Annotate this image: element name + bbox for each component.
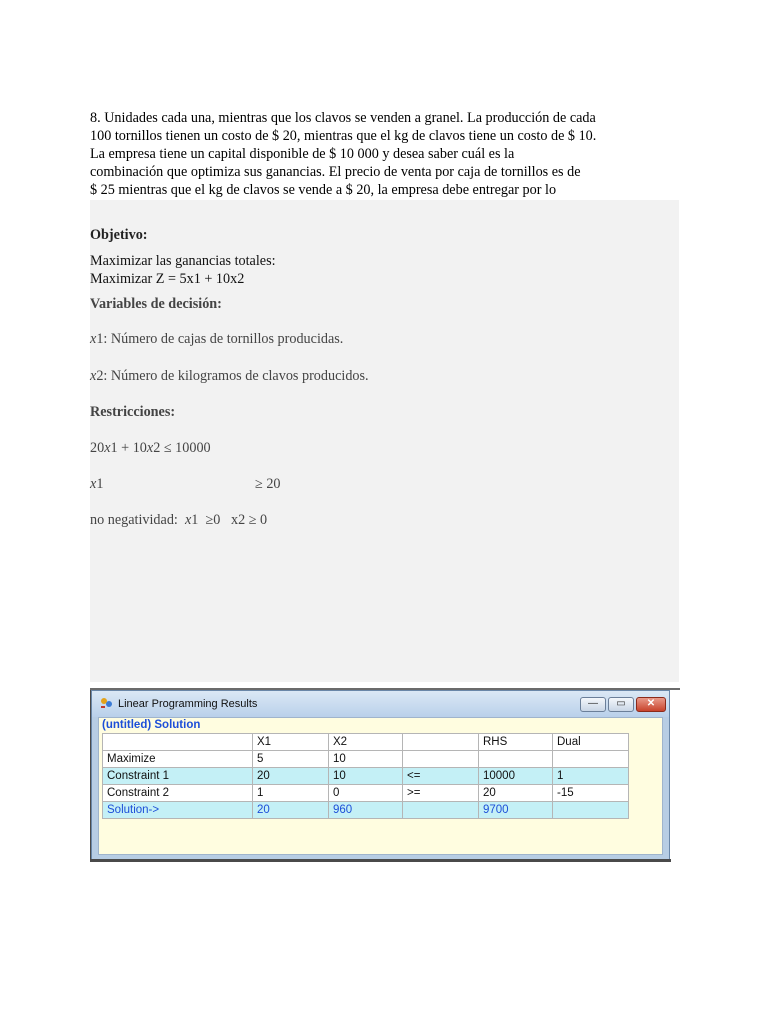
header-cell [403, 734, 479, 751]
grid-cell[interactable]: 1 [253, 785, 329, 802]
intro-line: $ 25 mientras que el kg de clavos se vende a $ 20, la empresa debe entregar por lo [90, 182, 557, 198]
objetivo-line: Maximizar las ganancias totales: [90, 253, 276, 269]
solution-title: (untitled) Solution [102, 719, 201, 731]
grid-cell[interactable]: Constraint 1 [103, 768, 253, 785]
objective-function: Maximizar Z = 5x1 + 10x2 [90, 271, 245, 287]
c-part: x [104, 440, 111, 456]
c-part: x [90, 476, 97, 492]
window-shadow [90, 859, 671, 862]
c-part: no negatividad: [90, 512, 185, 528]
grid-cell[interactable]: 0 [329, 785, 403, 802]
header-cell: Dual [553, 734, 629, 751]
variable-x2 [90, 367, 369, 385]
var-symbol: x [90, 331, 97, 347]
close-icon[interactable]: ✕ [636, 697, 666, 712]
table-row[interactable] [103, 785, 629, 802]
variable-x1 [90, 330, 343, 348]
grid-cell[interactable] [403, 751, 479, 768]
table-header-row [103, 734, 629, 751]
grid-cell[interactable]: -15 [553, 785, 629, 802]
grid-cell[interactable] [479, 751, 553, 768]
grid-cell[interactable]: 10 [329, 768, 403, 785]
constraint-1 [90, 439, 211, 457]
grid-cell[interactable]: 5 [253, 751, 329, 768]
grid-cell[interactable]: 960 [329, 802, 403, 819]
results-client-area [98, 717, 663, 855]
var-symbol: x [90, 368, 97, 384]
intro-line: La empresa tiene un capital disponible de $ 10 000 y desea saber cuál es la [90, 146, 515, 162]
table-row[interactable] [103, 751, 629, 768]
grid-cell[interactable]: 20 [253, 768, 329, 785]
window-title: Linear Programming Results [118, 698, 258, 710]
grid-cell[interactable]: Constraint 2 [103, 785, 253, 802]
var-desc: 2: Número de kilogramos de clavos producidos. [96, 368, 369, 384]
intro-line: 8. Unidades cada una, mientras que los clavos se venden a granel. La producción de cada [90, 110, 596, 126]
title-bar[interactable] [92, 691, 669, 717]
grid-cell[interactable]: 20 [479, 785, 553, 802]
grid-cell[interactable] [553, 802, 629, 819]
c-part: 1 ≥0 x2 ≥ 0 [191, 512, 268, 528]
lp-results-window[interactable] [91, 690, 670, 861]
table-row[interactable] [103, 802, 629, 819]
c-part: x [146, 440, 154, 456]
grid-cell[interactable]: <= [403, 768, 479, 785]
grid-cell[interactable]: 10 [329, 751, 403, 768]
header-cell: RHS [479, 734, 553, 751]
grid-cell[interactable]: Solution-> [103, 802, 253, 819]
var-desc: 1: Número de cajas de tornillos producidas. [96, 331, 344, 347]
variables-heading: Variables de decisión: [90, 296, 222, 312]
c-part: 1 + 10 [110, 440, 147, 456]
minimize-icon[interactable]: — [580, 697, 606, 712]
c-part: ≥ 20 [255, 476, 281, 492]
grid-cell[interactable]: 10000 [479, 768, 553, 785]
header-cell: X2 [329, 734, 403, 751]
grid-cell[interactable]: Maximize [103, 751, 253, 768]
maximize-icon[interactable]: ▭ [608, 697, 634, 712]
results-grid[interactable] [102, 733, 629, 819]
constraint-2 [90, 475, 281, 493]
header-cell [103, 734, 253, 751]
intro-line: combinación que optimiza sus ganancias. El precio de venta por caja de tornillos es de [90, 164, 581, 180]
grid-cell[interactable] [403, 802, 479, 819]
intro-line: 100 tornillos tienen un costo de $ 20, mientras que el kg de clavos tiene un costo de $ 10. [90, 128, 597, 144]
grid-cell[interactable]: 9700 [479, 802, 553, 819]
constraint-nonneg [90, 511, 267, 529]
c-part: 1 [96, 476, 104, 492]
grid-cell[interactable]: 20 [253, 802, 329, 819]
c-part: 2 ≤ 10000 [153, 440, 211, 456]
table-row[interactable] [103, 768, 629, 785]
restricciones-heading: Restricciones: [90, 404, 176, 420]
app-icon [100, 697, 114, 709]
c-part: x [184, 512, 192, 528]
grid-cell[interactable] [553, 751, 629, 768]
c-part: 20 [90, 440, 105, 456]
grid-cell[interactable]: >= [403, 785, 479, 802]
header-cell: X1 [253, 734, 329, 751]
objetivo-heading: Objetivo: [90, 227, 148, 243]
grid-cell[interactable]: 1 [553, 768, 629, 785]
